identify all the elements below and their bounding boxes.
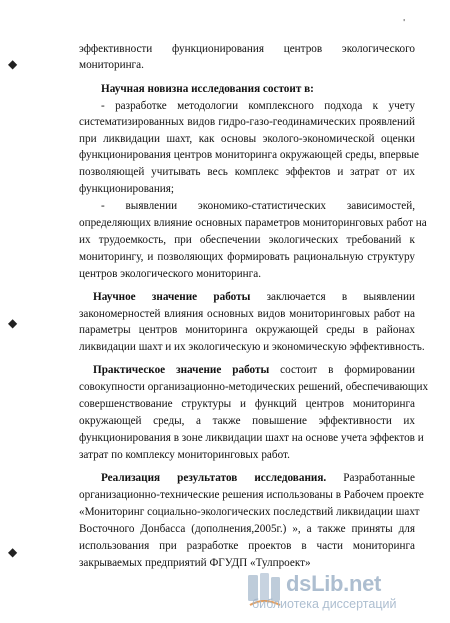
watermark-subtitle: библиотека диссертаций xyxy=(252,597,397,611)
text-line: - выявлении экономико-статистических зависимостей, xyxy=(101,200,415,212)
text-line: - разработке методологии комплексного подхода к учету xyxy=(101,100,415,112)
margin-bullet: ◆ xyxy=(8,316,18,330)
paragraph-lead-rest: состоит в формировании xyxy=(269,364,415,376)
text-line: функционирования в зоне ликвидации шахт на основе учета эффектов и xyxy=(79,432,424,444)
margin-bullet: ◆ xyxy=(8,545,18,559)
text-line: позволяющей учитывать весь комплекс эффектов и затрат от их xyxy=(79,166,415,178)
text-line: использования при разработке проектов в части мониторинга xyxy=(79,540,415,552)
text-line: окружающей среды, а также повышение эффективности их xyxy=(79,415,415,427)
text-line: мониторинга. xyxy=(79,59,144,71)
paragraph-lead-bold: Практическое значение работы xyxy=(93,364,270,376)
text-line: центров экологического мониторинга. xyxy=(79,268,261,280)
text-line: «Мониторинг социально-экологических последствий ликвидации шахт xyxy=(79,506,420,518)
text-line: организационно-технические решения использованы в Рабочем проекте xyxy=(79,489,424,501)
paragraph-lead-rest: заключается в выявлении xyxy=(250,291,415,303)
text-line: закрываемых предприятий ФГУДП «Тулпроект» xyxy=(79,557,311,569)
watermark xyxy=(246,571,436,615)
text-line: параметры центров мониторинга окружающей среды в районах xyxy=(79,324,415,336)
text-line: их трудоемкость, при обеспечении экологических требований к xyxy=(79,234,415,246)
section-heading: Научная новизна исследования состоит в: xyxy=(101,83,314,95)
margin-bullet: ◆ xyxy=(8,57,18,71)
text-line: затрат по комплексу мониторинговых работ. xyxy=(79,449,290,461)
text-line: при ликвидации шахт, как основы эколого-экономической оценки xyxy=(79,133,415,145)
text-line: функционирования; xyxy=(79,183,175,195)
paragraph-lead xyxy=(101,471,415,485)
paragraph-lead xyxy=(93,363,415,377)
text-line: закономерностей влияния основных видов мониторинговых работ на xyxy=(79,308,415,320)
text-line: совершенствование структуры и функций центров мониторинга xyxy=(79,398,415,410)
text-line: совокупности организационно-методических решений, обеспечивающих xyxy=(79,381,429,393)
text-line: ликвидации шахт и их экологическую и экономическую эффективность. xyxy=(79,341,425,353)
text-line: мониторингу, и позволяющих формировать рациональную структуру xyxy=(79,251,415,263)
paragraph-lead xyxy=(93,290,415,304)
corner-mark: ' xyxy=(403,18,406,27)
text-line: определяющих влияние основных параметров мониторинговых работ на xyxy=(79,217,427,229)
text-line: функционирования центров мониторинга окружающей среды, впервые xyxy=(79,149,419,161)
paragraph-lead-bold: Реализация результатов исследования. xyxy=(101,472,327,484)
text-line: систематизированных видов гидро-газо-геодинамических проявлений xyxy=(79,116,415,128)
watermark-title: dsLib.net xyxy=(286,571,382,596)
text-line: эффективности функционирования центров экологического xyxy=(79,43,415,55)
paragraph-lead-rest: Разработанные xyxy=(326,472,415,484)
text-line: Восточного Донбасса (дополнения,2005г.) », а также приняты для xyxy=(79,523,415,535)
paragraph-lead-bold: Научное значение работы xyxy=(93,291,251,303)
